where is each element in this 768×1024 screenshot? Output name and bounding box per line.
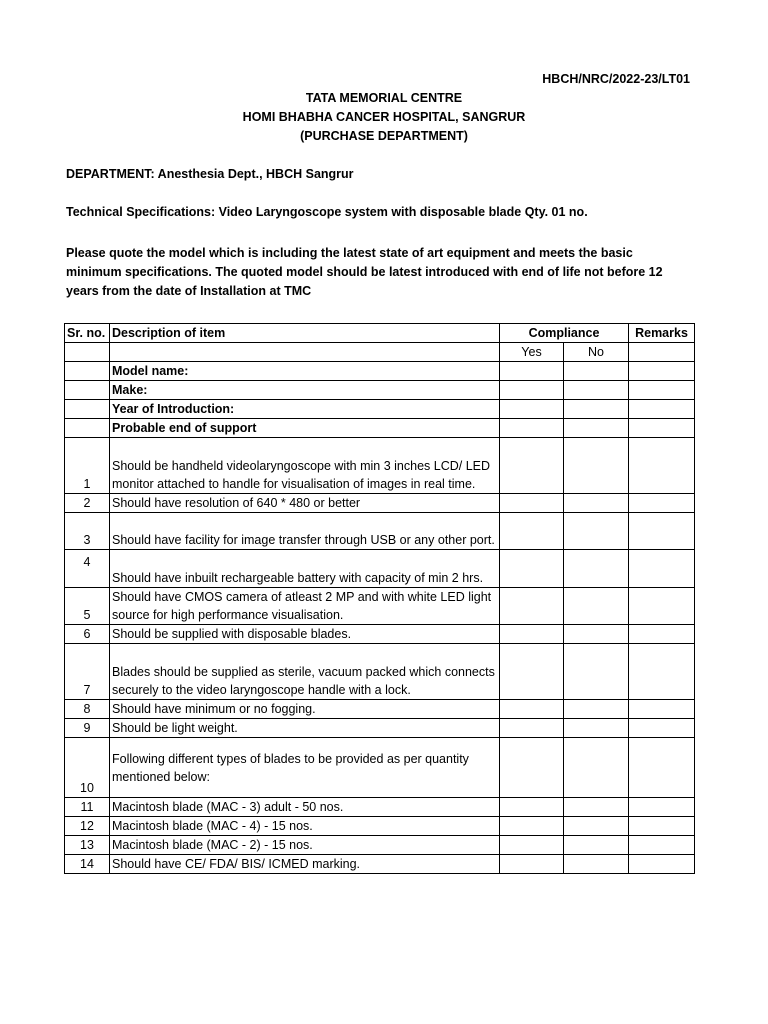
model-name-label: Model name: [110, 362, 500, 381]
no-header: No [564, 343, 629, 362]
sr-no-cell: 4 [65, 550, 110, 588]
instructions-paragraph: Please quote the model which is including the latest state of art equipment and meets the basic minimum specifications. The quoted model should be latest introduced with end of life not before 12 years from the date of Installation at TMC [66, 246, 663, 298]
sr-no-cell: 7 [65, 644, 110, 700]
description-cell: Should have inbuilt rechargeable battery with capacity of min 2 hrs. [110, 550, 500, 588]
table-row [65, 550, 695, 588]
table-row [65, 644, 695, 700]
remarks-header: Remarks [629, 324, 695, 343]
make-label: Make: [110, 381, 500, 400]
description-cell: Should be light weight. [110, 719, 500, 738]
description-cell: Should have facility for image transfer through USB or any other port. [110, 513, 500, 550]
sr-no-cell: 5 [65, 588, 110, 625]
info-row [65, 362, 695, 381]
table-row [65, 588, 695, 625]
department-heading: (PURCHASE DEPARTMENT) [300, 129, 468, 143]
table-row [65, 719, 695, 738]
description-cell: Blades should be supplied as sterile, vacuum packed which connects securely to the video laryngoscope handle with a lock. [110, 644, 500, 700]
table-header-row [65, 324, 695, 343]
sr-no-header: Sr. no. [65, 324, 110, 343]
sr-no-cell: 6 [65, 625, 110, 644]
description-cell: Should be supplied with disposable blades. [110, 625, 500, 644]
info-row [65, 419, 695, 438]
info-row [65, 381, 695, 400]
end-of-support-label: Probable end of support [110, 419, 500, 438]
sr-no-cell: 8 [65, 700, 110, 719]
table-row [65, 438, 695, 494]
org-name: TATA MEMORIAL CENTRE [305, 91, 463, 105]
table-row [65, 817, 695, 836]
table-row [65, 494, 695, 513]
table-row [65, 700, 695, 719]
year-of-introduction-label: Year of Introduction: [110, 400, 500, 419]
sr-no-cell: 1 [65, 438, 110, 494]
reference-number: HBCH/NRC/2022-23/LT01 [542, 72, 690, 86]
table-row [65, 625, 695, 644]
sr-no-cell: 3 [65, 513, 110, 550]
sr-no-cell: 12 [65, 817, 110, 836]
sr-no-cell: 10 [65, 738, 110, 798]
description-cell: Following different types of blades to be provided as per quantity mentioned below: [110, 738, 500, 798]
compliance-header: Compliance [500, 324, 629, 343]
department-line: DEPARTMENT: Anesthesia Dept., HBCH Sangrur [66, 167, 354, 181]
description-cell: Macintosh blade (MAC - 4) - 15 nos. [110, 817, 500, 836]
yes-header: Yes [500, 343, 564, 362]
description-cell: Should be handheld videolaryngoscope with min 3 inches LCD/ LED monitor attached to handle for visualisation of images in real time. [110, 438, 500, 494]
info-row [65, 400, 695, 419]
technical-specification: Technical Specifications: Video Laryngoscope system with disposable blade Qty. 01 no. [66, 205, 588, 219]
table-row [65, 798, 695, 817]
description-header: Description of item [110, 324, 500, 343]
description-cell: Should have CMOS camera of atleast 2 MP and with white LED light source for high performance visualisation. [110, 588, 500, 625]
table-row [65, 513, 695, 550]
specification-table [64, 323, 695, 874]
description-cell: Should have minimum or no fogging. [110, 700, 500, 719]
description-cell: Macintosh blade (MAC - 2) - 15 nos. [110, 836, 500, 855]
sr-no-cell: 11 [65, 798, 110, 817]
description-cell: Should have resolution of 640 * 480 or better [110, 494, 500, 513]
table-subheader-row [65, 343, 695, 362]
sr-no-cell: 9 [65, 719, 110, 738]
sr-no-cell: 13 [65, 836, 110, 855]
empty-cell [110, 343, 500, 362]
empty-cell [629, 343, 695, 362]
empty-cell [65, 343, 110, 362]
sr-no-cell: 14 [65, 855, 110, 874]
hospital-name: HOMI BHABHA CANCER HOSPITAL, SANGRUR [242, 110, 526, 124]
description-cell: Should have CE/ FDA/ BIS/ ICMED marking. [110, 855, 500, 874]
table-row [65, 836, 695, 855]
table-row [65, 738, 695, 798]
description-cell: Macintosh blade (MAC - 3) adult - 50 nos. [110, 798, 500, 817]
table-row [65, 855, 695, 874]
sr-no-cell: 2 [65, 494, 110, 513]
